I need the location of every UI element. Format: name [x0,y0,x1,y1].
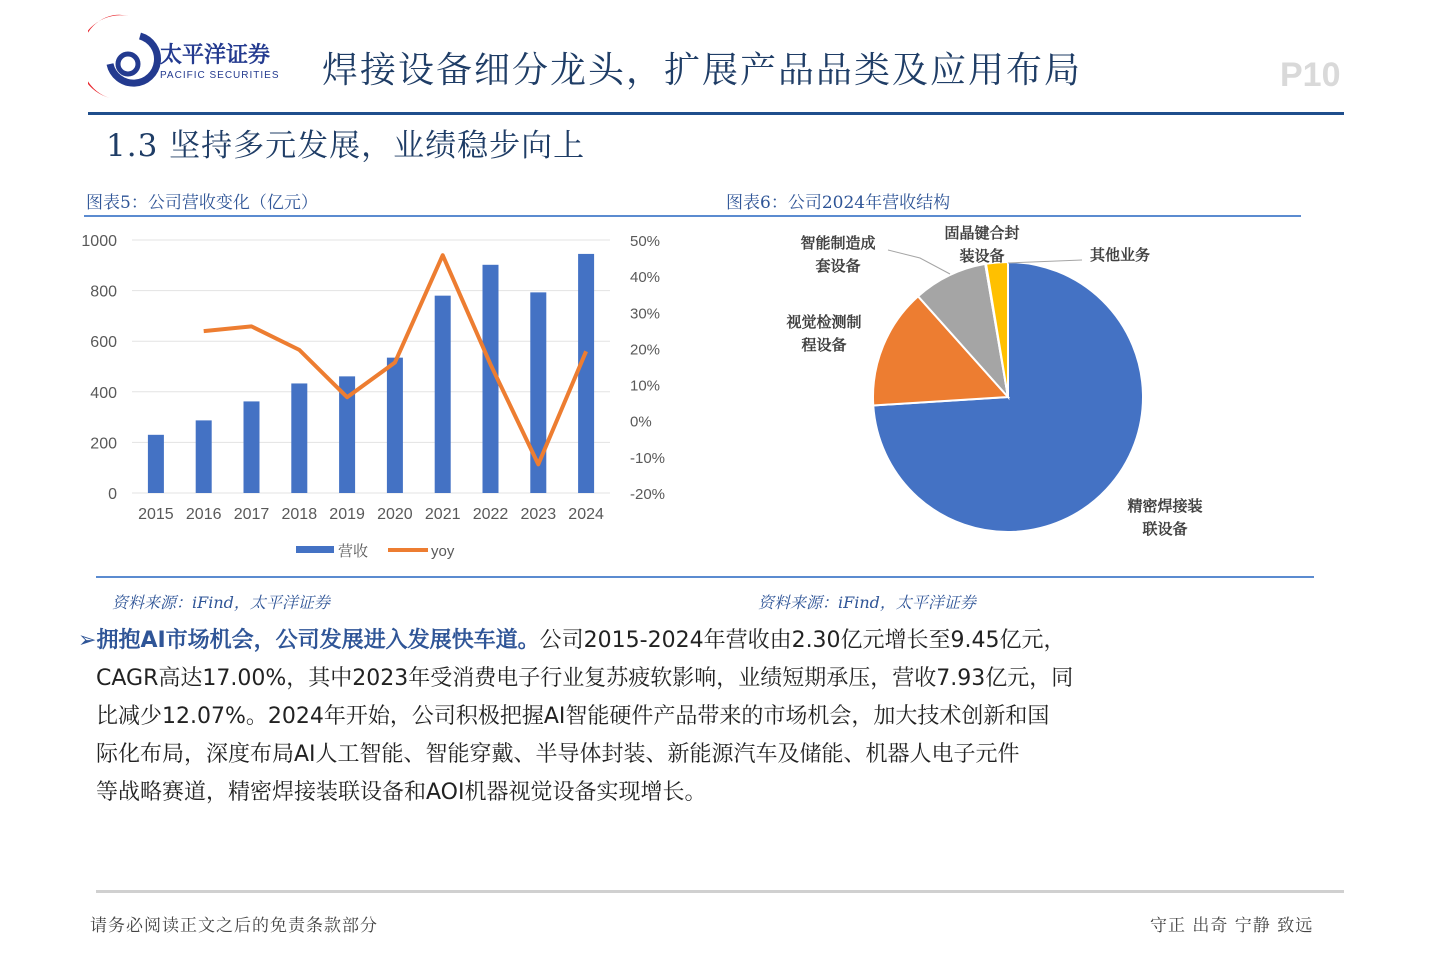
y2-tick-label: -10% [630,449,666,467]
label-precision-welding: 精密焊接装 [1127,497,1203,515]
body-paragraph [78,622,1308,812]
x-tick-label: 2021 [424,506,461,523]
y2-tick-label: 40% [630,269,661,287]
bullet-arrow-icon: ➢ [78,628,97,653]
y-tick-label: 600 [90,334,117,352]
bar-2020 [387,358,403,493]
y2-tick-label: -20% [630,486,666,503]
bar-2024 [578,254,594,493]
y-tick-label: 400 [90,384,117,402]
y-tick-label: 0 [108,486,117,503]
footer-disclaimer: 请务必阅读正文之后的免责条款部分 [90,916,378,936]
y-tick-label: 1000 [81,233,117,250]
paragraph-line: CAGR高达17.00%，其中2023年受消费电子行业复苏疲软影响，业绩短期承压，营收7.93亿元，同 [96,666,1074,691]
x-tick-label: 2023 [520,506,557,523]
figure5-caption: 图表5：公司营收变化（亿元） [86,193,318,213]
y2-tick-label: 20% [630,341,661,359]
label-vision-inspection: 程设备 [801,336,847,354]
legend-label-revenue: 营收 [338,543,369,560]
y-tick-label: 200 [90,435,117,453]
label-die-bonding: 固晶键合封 [944,224,1020,242]
y2-tick-label: 50% [630,233,661,250]
x-tick-label: 2020 [377,506,413,523]
company-logo [88,14,288,100]
label-smart-manufacturing: 智能制造成 [800,234,876,252]
x-tick-label: 2018 [281,506,318,523]
section-title: 1.3 坚持多元发展，业绩稳步向上 [106,128,586,164]
paragraph-line: 等战略赛道，精密焊接装联设备和AOI机器视觉设备实现增长。 [96,780,707,805]
figure5-source: 资料来源：iFind，太平洋证券 [112,593,330,612]
bar-2018 [291,383,307,493]
slide-title: 焊接设备细分龙头，扩展产品品类及应用布局 [322,50,1083,91]
bar-2017 [244,401,260,493]
page-number: P10 [1280,56,1341,94]
revenue-structure-pie [760,220,1240,560]
bar-2016 [196,420,212,493]
svg-text:PACIFIC SECURITIES: PACIFIC SECURITIES [160,70,280,81]
x-tick-label: 2019 [329,506,365,523]
label-other-business: 其他业务 [1089,246,1151,264]
y2-tick-label: 0% [630,413,652,431]
header-divider [88,112,1344,115]
label-smart-manufacturing: 套设备 [815,257,861,275]
label-vision-inspection: 视觉检测制 [786,313,862,331]
x-tick-label: 2016 [185,506,222,523]
paragraph-lead: 拥抱AI市场机会，公司发展进入发展快车道。 [96,628,540,653]
label-precision-welding: 联设备 [1142,520,1188,538]
x-tick-label: 2017 [233,506,270,523]
caption-divider [84,215,1301,217]
paragraph-line: 比减少12.07%。2024年开始，公司积极把握AI智能硬件产品带来的市场机会，加大技术创新和国 [96,704,1050,729]
x-tick-label: 2022 [472,506,509,523]
footer-divider [96,890,1344,893]
x-tick-label: 2015 [138,506,174,523]
leader-line [888,250,950,274]
footer-motto: 守正 出奇 宁静 致远 [1150,916,1314,936]
revenue-chart [70,225,670,570]
legend-label-yoy: yoy [431,543,455,560]
label-die-bonding: 装设备 [959,247,1005,265]
y2-tick-label: 10% [630,377,661,395]
paragraph-line: 际化布局，深度布局AI人工智能、智能穿戴、半导体封装、新能源汽车及储能、机器人电子元件 [96,742,1020,767]
figure6-source: 资料来源：iFind，太平洋证券 [758,593,976,612]
x-tick-label: 2024 [568,506,604,523]
source-divider [96,576,1314,578]
svg-text:太平洋证券: 太平洋证券 [160,43,271,68]
paragraph-line: 公司2015-2024年营收由2.30亿元增长至9.45亿元， [539,628,1066,653]
y-tick-label: 800 [90,283,117,301]
figure6-caption: 图表6：公司2024年营收结构 [726,193,951,213]
legend-swatch-revenue [296,546,334,553]
bar-2015 [148,435,164,493]
y2-tick-label: 30% [630,305,661,323]
bar-2021 [435,296,451,493]
